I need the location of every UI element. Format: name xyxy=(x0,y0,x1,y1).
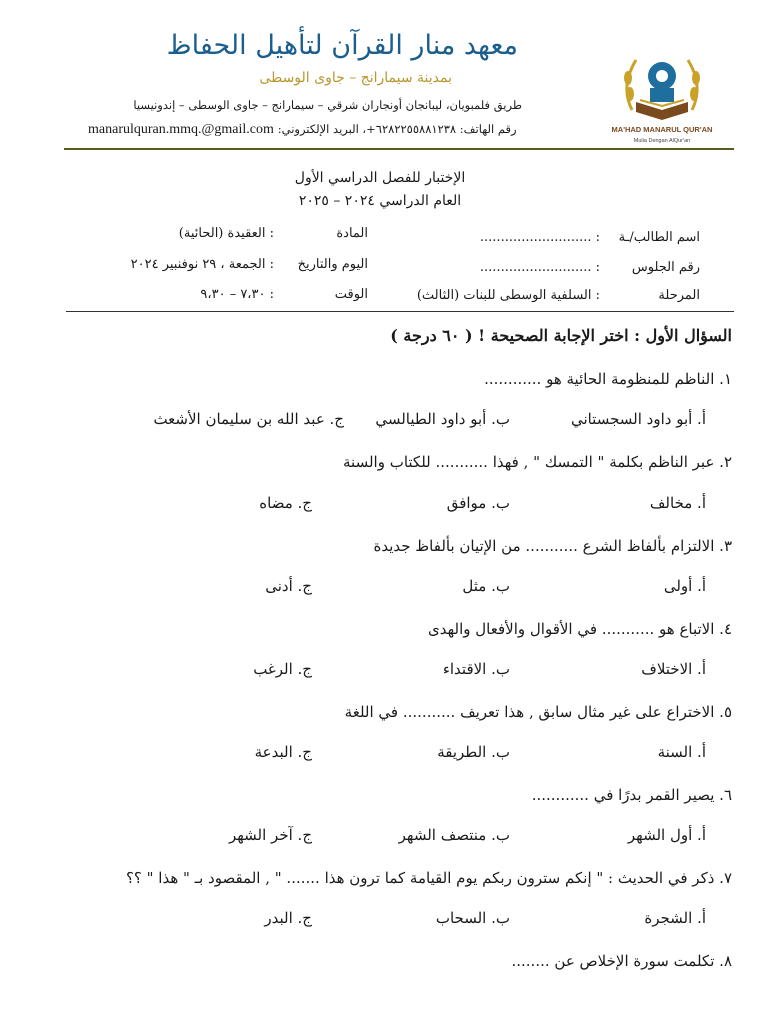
logo-text: MA'HAD MANARUL QUR'AN xyxy=(611,125,713,134)
question-4-option-a: أ. الاختلاف xyxy=(641,660,706,678)
question-1: ١. الناظم للمنظومة الحائية هو ............ xyxy=(484,370,732,388)
question-2-option-c: ج. مضاه xyxy=(259,494,312,512)
question-6-option-a: أ. أول الشهر xyxy=(627,826,706,844)
subject-value: : العقيدة (الحائية) xyxy=(178,226,274,241)
student-name-value: : ........................... xyxy=(479,230,600,245)
time-value: : ٧،٣٠ – ٩،٣٠ xyxy=(200,287,274,302)
stage-label: المرحلة xyxy=(658,288,700,303)
section-heading: السؤال الأول : اختر الإجابة الصحيحة ! ( ٦٠ درجة ) xyxy=(390,326,732,345)
seat-number-label: رقم الجلوس xyxy=(631,260,700,275)
question-7-option-c: ج. البدر xyxy=(264,909,312,927)
exam-title: الإختبار للفصل الدراسي الأول xyxy=(294,170,466,186)
exam-year: العام الدراسي ٢٠٢٤ – ٢٠٢٥ xyxy=(298,193,462,209)
question-3-option-c: ج. أدنى xyxy=(265,577,312,595)
institute-phone: رقم الهاتف: ٦٢٨٢٢٥٥٨٨١٢٣٨+، البريد الإلكتروني: xyxy=(277,122,517,136)
question-1-option-c: ج. عبد الله بن سليمان الأشعث xyxy=(153,410,344,428)
subject-label: المادة xyxy=(336,226,368,241)
question-5-option-a: أ. السنة xyxy=(657,743,706,761)
info-divider xyxy=(66,311,734,312)
stage-value: : السلفية الوسطى للبنات (الثالث) xyxy=(416,288,600,303)
date-value: : الجمعة ، ٢٩ نوفنبير ٢٠٢٤ xyxy=(130,257,274,272)
institute-city: بمدينة سيمارانج – جاوى الوسطى xyxy=(259,70,452,86)
date-label: اليوم والتاريخ xyxy=(297,257,368,272)
question-4-option-b: ب. الاقتداء xyxy=(442,660,510,678)
institute-name: معهد منار القرآن لتأهيل الحفاظ xyxy=(166,30,518,61)
question-6-option-c: ج. آخر الشهر xyxy=(228,826,312,844)
question-8: ٨. تكلمت سورة الإخلاص عن ........ xyxy=(511,952,732,970)
institute-contact xyxy=(88,122,517,138)
question-2: ٢. عبر الناظم بكلمة " التمسك " , فهذا ........... للكتاب والسنة xyxy=(343,453,732,471)
question-3-option-a: أ. أولى xyxy=(663,577,706,595)
question-6: ٦. يصير القمر بدرًا في ............ xyxy=(531,786,732,804)
institute-logo xyxy=(606,40,718,150)
question-7-option-a: أ. الشجرة xyxy=(644,909,706,927)
question-7: ٧. ذكر في الحديث : " إنكم سترون ربكم يوم القيامة كما ترون هذا ....... " , المقصود بـ " هذا " ؟؟ xyxy=(125,869,732,887)
logo-subtext: Mulia Dengan AlQur'an xyxy=(633,138,691,144)
student-name-label: اسم الطالب/ـة xyxy=(618,230,700,245)
question-3: ٣. الالتزام بألفاظ الشرع ........... من الإتيان بألفاظ جديدة xyxy=(373,537,732,555)
institute-email: manarulquran.mmq.@gmail.com xyxy=(88,122,274,137)
time-label: الوقت xyxy=(334,287,368,302)
question-6-option-b: ب. منتصف الشهر xyxy=(398,826,510,844)
question-5-option-c: ج. البدعة xyxy=(254,743,312,761)
question-2-option-b: ب. موافق xyxy=(446,494,510,512)
question-2-option-a: أ. مخالف xyxy=(649,494,706,512)
question-7-option-b: ب. السحاب xyxy=(435,909,510,927)
question-5: ٥. الاختراع على غير مثال سابق , هذا تعريف ........... في اللغة xyxy=(344,703,732,721)
seat-number-value: : ........................... xyxy=(479,260,600,275)
question-5-option-b: ب. الطريقة xyxy=(437,743,510,761)
question-1-option-b: ب. أبو داود الطيالسي xyxy=(375,410,510,428)
header-divider xyxy=(64,148,734,150)
question-4-option-c: ج. الرغب xyxy=(253,660,312,678)
question-3-option-b: ب. مثل xyxy=(462,577,510,595)
institute-address: طريق فلمبويان، ليبانجان أونجاران شرقي – سيمارانج – جاوى الوسطى – إندونيسيا xyxy=(133,98,522,112)
question-1-option-a: أ. أبو داود السجستاني xyxy=(570,410,706,428)
question-4: ٤. الاتباع هو ........... في الأقوال والأفعال والهدى xyxy=(428,620,732,638)
